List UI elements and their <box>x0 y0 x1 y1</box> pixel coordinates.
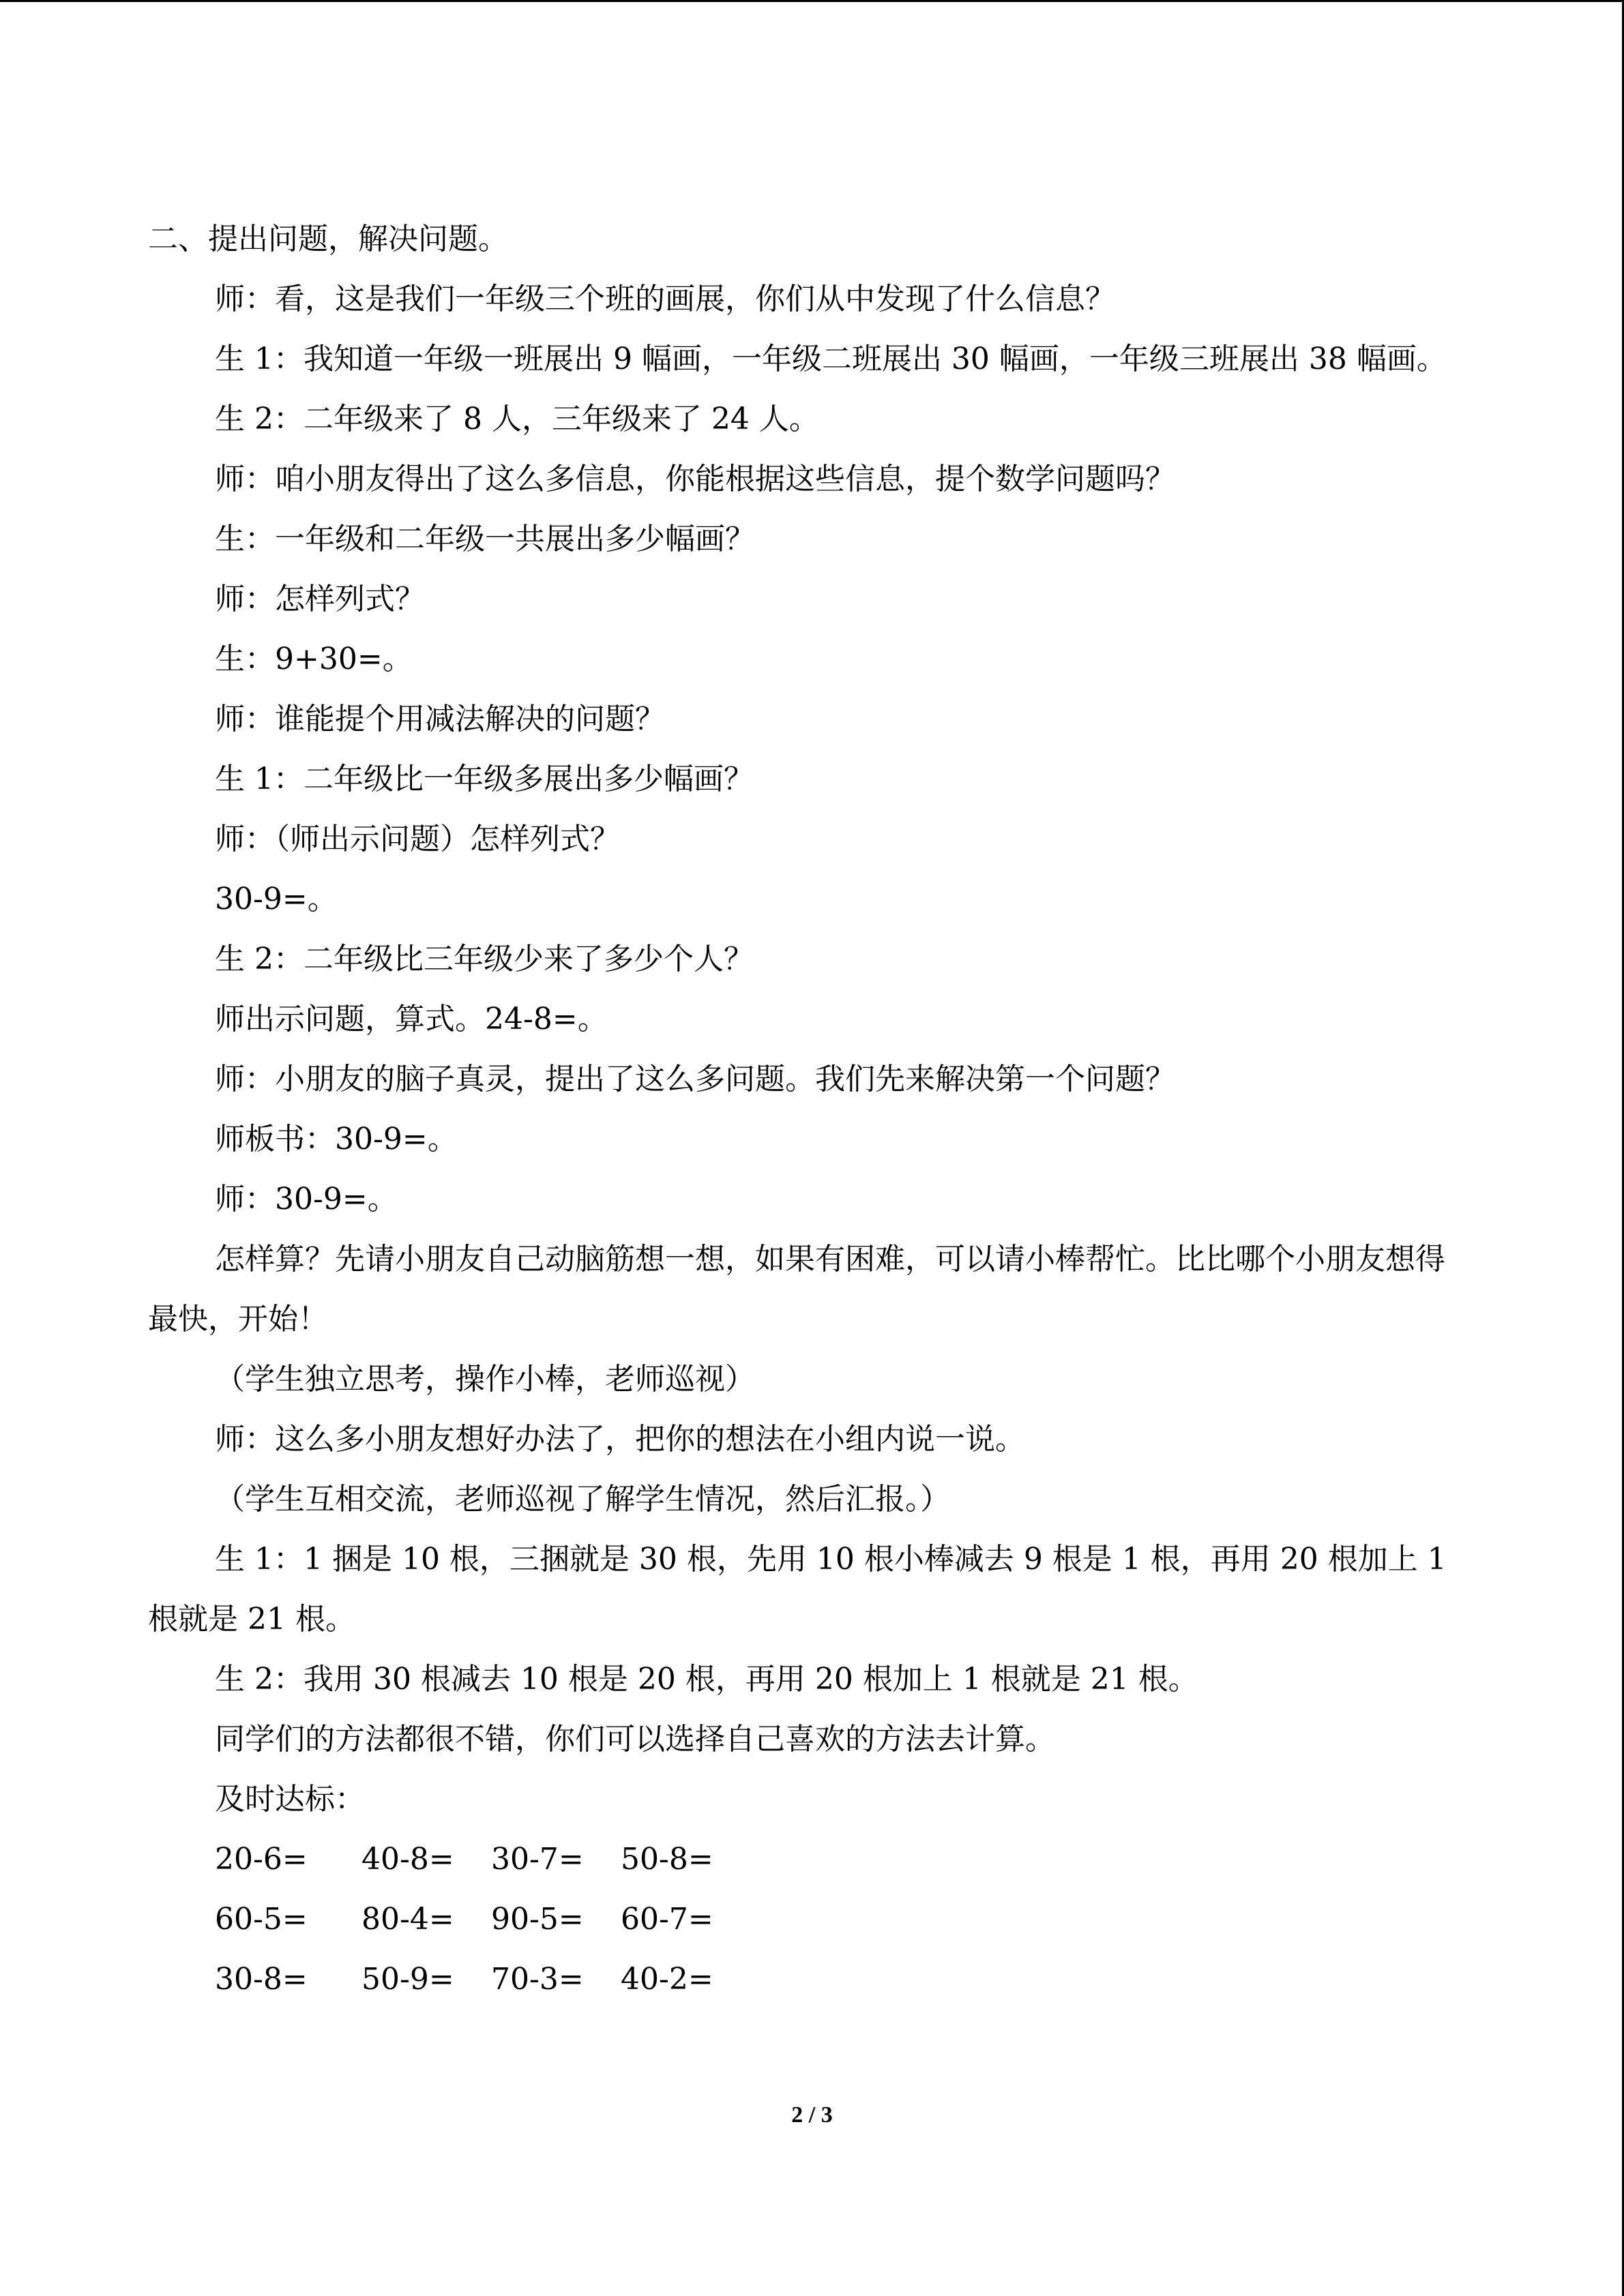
paragraph-22: 生 2：我用 30 根减去 10 根是 20 根，再用 20 根加上 1 根就是 21 根。 <box>215 1662 1198 1697</box>
paragraph-21: 生 1：1 捆是 10 根，三捆就是 30 根，先用 10 根小棒减去 9 根是 1 根，再用 20 根加上 1 根就是 21 根。 <box>148 1542 1447 1637</box>
paragraph-14: 师：小朋友的脑子真灵，提出了这么多问题。我们先来解决第一个问题？ <box>215 1062 1175 1097</box>
paragraph-8: 师：谁能提个用减法解决的问题？ <box>215 702 665 736</box>
paragraph-2: 生 1：我知道一年级一班展出 9 幅画，一年级二班展出 30 幅画，一年级三班展出 38 幅画。 <box>215 342 1447 376</box>
paragraph-23: 同学们的方法都很不错，你们可以选择自己喜欢的方法去计算。 <box>215 1722 1055 1757</box>
paragraph-24: 及时达标： <box>215 1782 365 1817</box>
section-heading: 二、提出问题，解决问题。 <box>148 222 508 256</box>
paragraph-6: 师：怎样列式？ <box>215 582 425 616</box>
exercise-row-1 <box>148 1830 1458 1890</box>
paragraph-11: 30-9=。 <box>215 882 338 916</box>
page-number: 2 / 3 <box>791 2102 833 2128</box>
paragraph-7: 生：9+30=。 <box>215 642 413 676</box>
paragraph-3: 生 2：二年级来了 8 人，三年级来了 24 人。 <box>215 402 819 436</box>
exercise-item: 20-6= <box>215 1842 308 1877</box>
paragraph-19: 师：这么多小朋友想好办法了，把你的想法在小组内说一说。 <box>215 1422 1025 1457</box>
paragraph-1: 师：看，这是我们一年级三个班的画展，你们从中发现了什么信息？ <box>215 282 1115 316</box>
page-top-border <box>0 0 1624 2</box>
paragraph-20: （学生互相交流，老师巡视了解学生情况，然后汇报。） <box>215 1482 950 1517</box>
exercise-item: 30-7= <box>491 1842 584 1877</box>
paragraph-5: 生：一年级和二年级一共展出多少幅画？ <box>215 522 755 556</box>
exercise-item: 80-4= <box>361 1902 454 1937</box>
exercise-row-3 <box>148 1950 1458 2010</box>
exercise-item: 30-8= <box>215 1962 308 1997</box>
paragraph-12: 生 2：二年级比三年级少来了多少个人？ <box>215 942 754 976</box>
paragraph-13: 师出示问题，算式。24-8=。 <box>215 1002 608 1037</box>
exercise-item: 50-9= <box>361 1962 454 1997</box>
paragraph-17: 怎样算？先请小朋友自己动脑筋想一想，如果有困难，可以请小棒帮忙。比比哪个小朋友想得最快，开始！ <box>148 1242 1445 1337</box>
paragraph-15: 师板书：30-9=。 <box>215 1122 458 1157</box>
exercise-item: 70-3= <box>491 1962 584 1997</box>
paragraph-10: 师：（师出示问题）怎样列式？ <box>215 822 620 856</box>
paragraph-18: （学生独立思考，操作小棒，老师巡视） <box>215 1362 755 1397</box>
exercise-item: 60-5= <box>215 1902 308 1937</box>
exercise-item: 60-7= <box>621 1902 713 1937</box>
document-body <box>148 209 1458 2010</box>
exercise-item: 50-8= <box>621 1842 713 1877</box>
paragraph-9: 生 1：二年级比一年级多展出多少幅画？ <box>215 762 754 796</box>
paragraph-4: 师：咱小朋友得出了这么多信息，你能根据这些信息，提个数学问题吗？ <box>215 462 1175 496</box>
paragraph-16: 师：30-9=。 <box>215 1182 398 1217</box>
exercise-item: 90-5= <box>491 1902 584 1937</box>
exercise-item: 40-2= <box>621 1962 713 1997</box>
exercise-item: 40-8= <box>361 1842 454 1877</box>
exercise-row-2 <box>148 1890 1458 1950</box>
